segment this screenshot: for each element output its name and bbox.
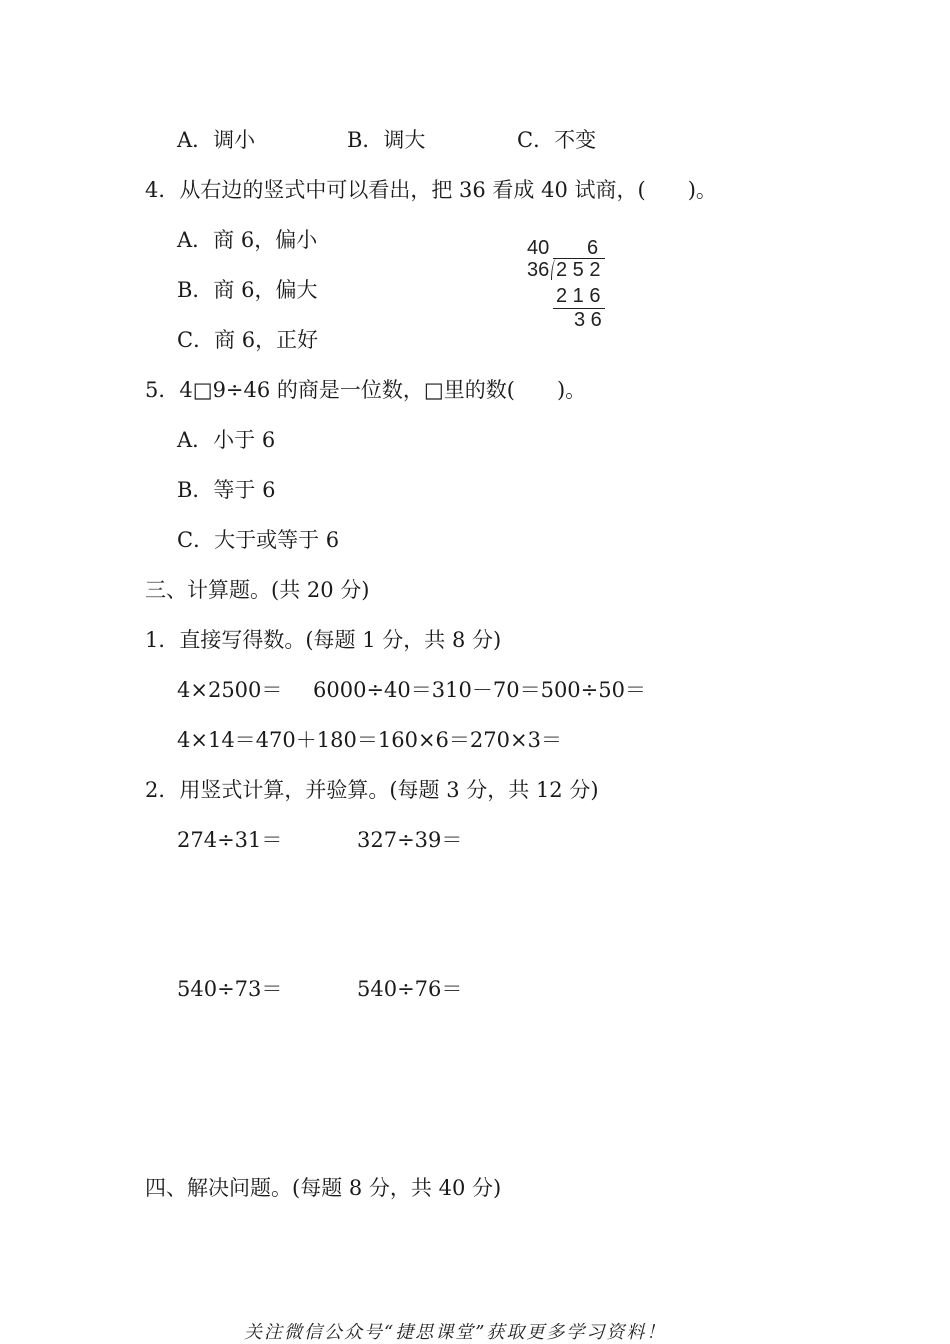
division-dividend: 2 5 2 — [556, 259, 601, 281]
q4-option-c: C．商 6，正好 — [177, 328, 319, 352]
section4-title: 四、解决问题。(每题 8 分，共 40 分) — [145, 1176, 502, 1200]
division-estimate: 40 — [527, 237, 550, 259]
q4-option-b: B．商 6，偏大 — [177, 278, 318, 302]
mental-math-item: 310－70＝ — [431, 678, 541, 702]
q5-stem: 5．4□9÷46 的商是一位数，□里的数( )。 — [145, 378, 587, 402]
q4-stem: 4．从右边的竖式中可以看出，把 36 看成 40 试商，( )。 — [145, 178, 717, 202]
mental-math-item: 470＋180＝ — [255, 728, 378, 752]
section3-q1-title: 1．直接写得数。(每题 1 分，共 8 分) — [145, 628, 502, 652]
mental-math-item: 4×2500＝ — [177, 678, 283, 702]
q5-option-c: C．大于或等于 6 — [177, 528, 340, 552]
q3-options — [177, 127, 596, 153]
division-product: 2 1 6 — [556, 285, 601, 307]
mental-math-item: 6000÷40＝ — [313, 678, 432, 702]
vertical-calc-problem: 540÷73＝ — [177, 977, 283, 1001]
section3-q2-title: 2．用竖式计算，并验算。(每题 3 分，共 12 分) — [145, 778, 599, 802]
q5-option-a: A．小于 6 — [177, 428, 276, 452]
q3-option-a: A．调小 — [177, 128, 256, 152]
mental-math-item: 4×14＝ — [177, 728, 256, 752]
division-quotient: 6 — [587, 237, 599, 259]
q4-option-a: A．商 6，偏小 — [177, 228, 318, 252]
mental-math-row-1 — [177, 677, 646, 703]
footer-note: 关注微信公众号“捷思课堂”获取更多学习资料！ — [244, 1322, 667, 1343]
vertical-calc-problem: 274÷31＝ — [177, 828, 283, 852]
q3-option-b: B．调大 — [347, 128, 426, 152]
division-remainder: 3 6 — [574, 309, 602, 331]
mental-math-item: 270×3＝ — [469, 728, 562, 752]
mental-math-row-2 — [177, 727, 562, 753]
vertical-calc-problem: 327÷39＝ — [357, 828, 463, 852]
q5-option-b: B．等于 6 — [177, 478, 276, 502]
mental-math-item: 160×6＝ — [377, 728, 470, 752]
q3-option-c: C．不变 — [517, 128, 597, 152]
mental-math-item: 500÷50＝ — [540, 678, 646, 702]
vertical-calc-problem: 540÷76＝ — [357, 977, 463, 1001]
section3-title: 三、计算题。(共 20 分) — [145, 578, 370, 602]
division-divisor: 36 — [527, 259, 550, 281]
